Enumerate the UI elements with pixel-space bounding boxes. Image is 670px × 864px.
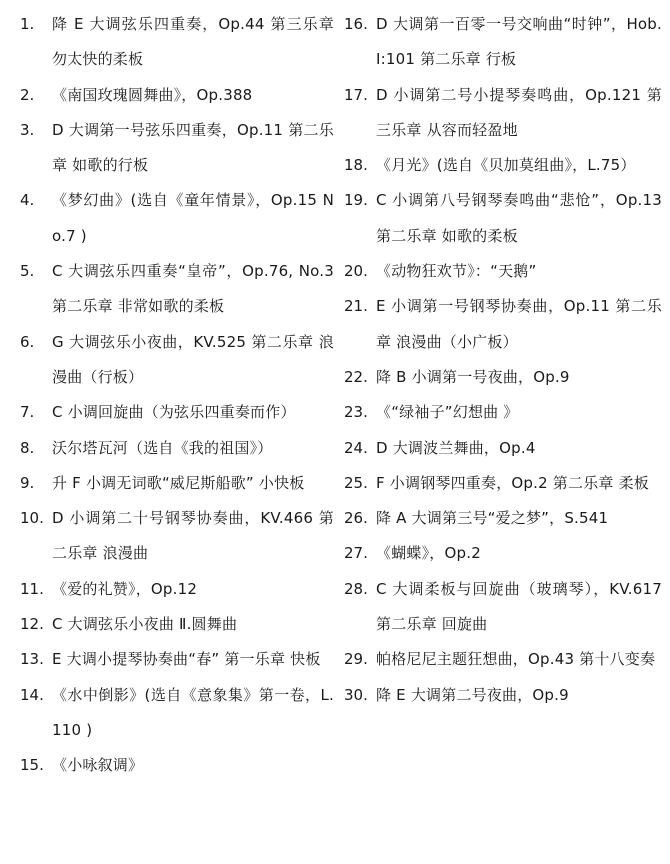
list-item [20,325,338,396]
list-item [344,678,662,713]
item-number: 8. [20,438,35,457]
list-item [20,183,338,254]
item-number: 5. [20,262,35,281]
item-number: 9. [20,473,35,492]
item-number: 18. [344,156,368,175]
item-title: 《爱的礼赞》，Op.12 [52,579,198,598]
list-item [344,289,662,360]
item-number: 10. [20,509,44,528]
item-number: 21. [344,297,368,316]
item-number: 25. [344,473,368,492]
item-title: 降 B 小调第一号夜曲，Op.9 [376,367,570,386]
item-number: 6. [20,332,35,351]
list-item [344,395,662,430]
item-number: 27. [344,544,368,563]
item-number: 19. [344,191,368,210]
list-item [344,148,662,183]
item-number: 3. [20,120,35,139]
item-title: 《水中倒影》(选自《意象集》第一卷，L.110 ) [52,685,334,739]
item-number: 14. [20,685,44,704]
item-title: C 小调回旋曲（为弦乐四重奏而作） [52,403,296,422]
list-item [344,466,662,501]
list-item [344,254,662,289]
list-item [20,642,338,677]
item-title: D 大调第一百零一号交响曲“时钟”，Hob.I:101 第二乐章 行板 [376,15,662,69]
item-title: 帕格尼尼主题狂想曲，Op.43 第十八变奏 [376,650,656,669]
item-title: D 小调第二号小提琴奏鸣曲，Op.121 第三乐章 从容而轻盈地 [376,85,662,139]
item-number: 28. [344,579,368,598]
list-item [344,360,662,395]
right-column [344,7,662,713]
list-item [20,7,338,78]
item-number: 17. [344,85,368,104]
item-number: 7. [20,403,35,422]
list-item [20,395,338,430]
item-title: 《“绿袖子”幻想曲 》 [376,403,519,422]
item-number: 30. [344,685,368,704]
list-item [20,748,338,783]
item-title: D 小调第二十号钢琴协奏曲，KV.466 第二乐章 浪漫曲 [52,509,334,563]
item-number: 11. [20,579,44,598]
item-title: C 大调弦乐四重奏“皇帝”，Op.76, No.3 第二乐章 非常如歌的柔板 [52,262,334,316]
item-title: E 小调第一号钢琴协奏曲，Op.11 第二乐章 浪漫曲（小广板） [376,297,662,351]
item-title: C 大调弦乐小夜曲 Ⅱ.圆舞曲 [52,615,238,634]
item-title: E 大调小提琴协奏曲“春” 第一乐章 快板 [52,650,321,669]
item-title: 升 F 小调无词歌“威尼斯船歌” 小快板 [52,473,305,492]
list-item [344,183,662,254]
list-item [20,501,338,572]
list-item [344,78,662,149]
list-item [344,536,662,571]
item-title: C 小调第八号钢琴奏鸣曲“悲怆”，Op.13 第二乐章 如歌的柔板 [376,191,662,245]
list-item [20,678,338,749]
list-item [344,7,662,78]
item-number: 2. [20,85,35,104]
item-title: 《蝴蝶》，Op.2 [376,544,481,563]
item-number: 4. [20,191,35,210]
list-item [344,642,662,677]
item-title: 《动物狂欢节》：“天鹅” [376,262,537,281]
left-column [20,7,338,784]
item-number: 23. [344,403,368,422]
item-number: 12. [20,615,44,634]
item-number: 13. [20,650,44,669]
item-number: 26. [344,509,368,528]
item-number: 29. [344,650,368,669]
item-number: 24. [344,438,368,457]
item-number: 16. [344,15,368,33]
item-title: C 大调柔板与回旋曲（玻璃琴），KV.617 第二乐章 回旋曲 [376,579,662,634]
list-item [20,113,338,184]
item-title: F 小调钢琴四重奏，Op.2 第二乐章 柔板 [376,473,649,492]
item-number: 22. [344,367,368,386]
item-number: 15. [20,756,44,775]
item-number: 20. [344,262,368,281]
list-item [344,501,662,536]
item-title: 降 E 大调第二号夜曲，Op.9 [376,685,569,704]
list-item [20,466,338,501]
item-title: 降 A 大调第三号“爱之梦”，S.541 [376,509,609,528]
list-item [344,431,662,466]
item-title: 《小咏叙调》 [52,756,144,775]
item-title: 降 E 大调弦乐四重奏，Op.44 第三乐章 勿太快的柔板 [52,15,334,69]
list-item [20,254,338,325]
item-title: 《梦幻曲》(选自《童年情景》，Op.15 No.7 ) [52,191,334,245]
list-item [344,572,662,643]
item-title: D 大调波兰舞曲，Op.4 [376,438,536,457]
item-title: 沃尔塔瓦河（选自《我的祖国》） [52,438,273,457]
list-item [20,572,338,607]
item-number: 1. [20,15,35,33]
list-item [20,607,338,642]
item-title: 《月光》(选自《贝加莫组曲》，L.75） [376,156,636,175]
list-item [20,431,338,466]
list-item [20,78,338,113]
item-title: G 大调弦乐小夜曲，KV.525 第二乐章 浪漫曲（行板） [52,332,334,386]
item-title: D 大调第一号弦乐四重奏，Op.11 第二乐章 如歌的行板 [52,120,334,175]
item-title: 《南国玫瑰圆舞曲》，Op.388 [52,85,253,104]
